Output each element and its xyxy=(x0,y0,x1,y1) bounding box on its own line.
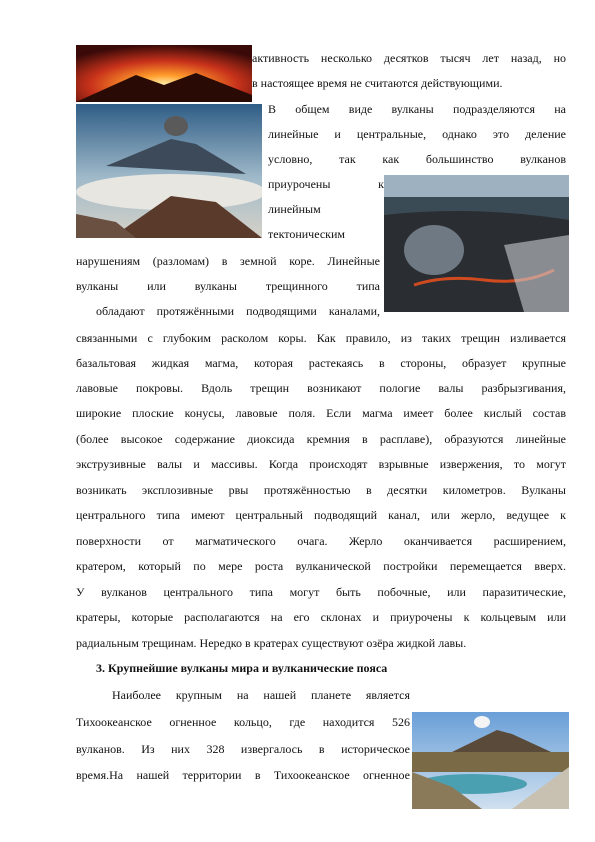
lava-field-photo xyxy=(384,175,569,312)
text-line: обладают протяжёнными подводящими каналами, xyxy=(96,304,380,318)
text-line: тектоническим xyxy=(268,227,346,241)
text-line: широкие плоские конусы, лавовые поля. Если магма имеет более кислый состав xyxy=(76,406,566,420)
lava-icon xyxy=(384,175,569,312)
section-heading: 3. Крупнейшие вулканы мира и вулканические пояса xyxy=(96,661,388,675)
text-line: нарушениям (разломам) в земной коре. Линейные xyxy=(76,254,380,268)
text-line: вулканы или вулканы трещинного типа xyxy=(76,279,380,293)
text-line: В общем виде вулканы подразделяются на xyxy=(268,102,566,116)
text-line: радиальным трещинам. Нередко в кратерах существуют озёра жидкой лавы. xyxy=(76,636,467,650)
volcano-icon xyxy=(76,104,262,238)
text-line: центрального типа имеют центральный подводящий канал, или жерло, ведущее к xyxy=(76,508,566,522)
lake-volcano-icon xyxy=(412,712,569,809)
text-line: линейные и центральные, однако это деление xyxy=(268,127,566,141)
text-line: условно, так как большинство вулканов xyxy=(268,152,566,166)
eruption-icon xyxy=(76,45,252,102)
text-line: вулканов. Из них 328 извергалось в историческое xyxy=(76,742,410,756)
text-line: связанными с глубоким расколом коры. Как правило, из таких трещин изливается xyxy=(76,331,566,345)
text-line: в настоящее время не считаются действующими. xyxy=(252,76,503,90)
text-line: приурочены к xyxy=(268,177,384,191)
text-line: активность несколько десятков тысяч лет назад, но xyxy=(252,51,566,65)
text-line: поверхности от магматического очага. Жерло оканчивается расширением, xyxy=(76,534,566,548)
text-line: лавовые покровы. Вдоль трещин возникают пологие валы разбрызгивания, xyxy=(76,381,566,395)
text-line: время.На нашей территории в Тихоокеанское огненное xyxy=(76,768,410,782)
text-line: (более высокое содержание диоксида кремния в расплаве), образуются линейные xyxy=(76,432,566,446)
eruption-photo xyxy=(76,45,252,102)
text-line: линейным xyxy=(268,202,321,216)
volcano-lake-photo xyxy=(412,712,569,809)
text-line: кратеры, которые располагаются на его склонах и приурочены к кольцевым или xyxy=(76,610,566,624)
mountain-photo xyxy=(76,104,262,238)
text-line: возникать эксплозивные рвы протяжённостью в десятки километров. Вулканы xyxy=(76,483,566,497)
text-line: Наиболее крупным на нашей планете является xyxy=(112,688,410,702)
text-line: базальтовая жидкая магма, которая растекаясь в стороны, образует крупные xyxy=(76,356,566,370)
text-line: кратером, который по мере роста вулканической постройки перемещается вверх. xyxy=(76,559,566,573)
text-line: экструзивные валы и массивы. Когда происходят взрывные извержения, то могут xyxy=(76,457,566,471)
text-line: Тихоокеанское огненное кольцо, где находится 526 xyxy=(76,715,410,729)
text-line: У вулканов центрального типа могут быть побочные, или паразитические, xyxy=(76,585,566,599)
